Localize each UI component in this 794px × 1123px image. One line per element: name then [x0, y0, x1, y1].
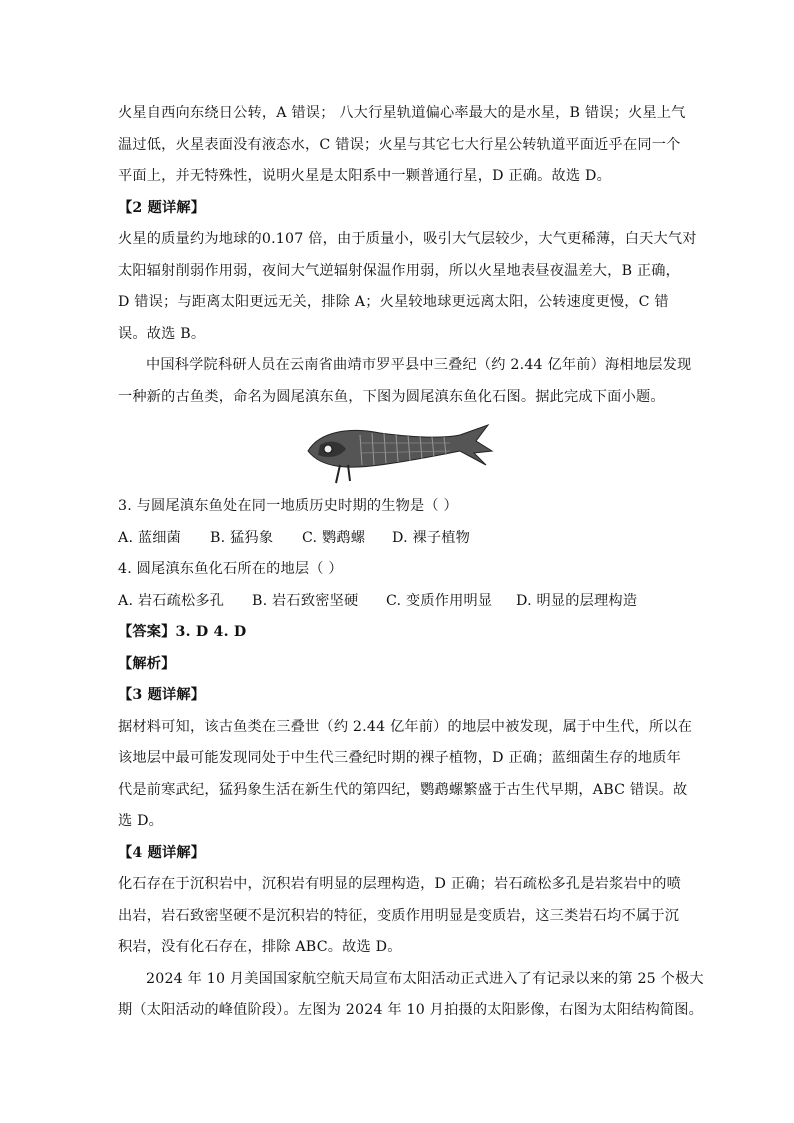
option-a[interactable]: A. 岩石疏松多孔 [118, 592, 225, 609]
paragraph-line: 化石存在于沉积岩中，沉积岩有明显的层理构造，D 正确；岩石疏松多孔是岩浆岩中的喷 [118, 876, 682, 892]
section-heading-q2: 【2 题详解】 [118, 199, 206, 216]
option-d[interactable]: D. 裸子植物 [392, 529, 471, 546]
intro-line: 中国科学院科研人员在云南省曲靖市罗平县中三叠纪（约 2.44 亿年前）海相地层发现 [146, 357, 692, 373]
fish-fossil-figure [118, 413, 678, 491]
option-d[interactable]: D. 明显的层理构造 [516, 592, 638, 609]
intro-line: 2024 年 10 月美国国家航空航天局宣布太阳活动正式进入了有记录以来的第 25 个极大 [146, 970, 704, 987]
question-4-options [118, 586, 678, 618]
paragraph-line: 选 D。 [118, 813, 164, 829]
paragraph-line: D 错误；与距离太阳更远无关，排除 A；火星较地球更远离太阳，公转速度更慢，C 错 [118, 294, 669, 310]
question-4: 4. 圆尾滇东鱼化石所在的地层（ ） [118, 561, 343, 577]
intro-line: 期（太阳活动的峰值阶段）。左图为 2024 年 10 月拍摄的太阳影像，右图为太阳结构简图。 [118, 1002, 704, 1018]
paragraph-line: 火星自西向东绕日公转，A 错误； 八大行星轨道偏心率最大的是水星，B 错误；火星上气 [118, 105, 686, 121]
paragraph-line: 温过低，火星表面没有液态水，C 错误；火星与其它七大行星公转轨道平面近乎在同一个 [118, 136, 681, 153]
section-heading-q3: 【3 题详解】 [118, 687, 206, 703]
answer-line: 【答案】3. D 4. D [118, 624, 247, 640]
paragraph-line: 代是前寒武纪，猛犸象生活在新生代的第四纪，鹦鹉螺繁盛于古生代早期，ABC 错误。故 [118, 781, 688, 798]
fish-fossil-image [300, 421, 496, 487]
paragraph-line: 火星的质量约为地球的0.107 倍，由于质量小，吸引大气层较少，大气更稀薄，白天大气对 [118, 231, 697, 247]
paragraph-line: 出岩，岩石致密坚硬不是沉积岩的特征，变质作用明显是变质岩，这三类岩石均不属于沉 [118, 907, 680, 924]
option-b[interactable]: B. 猛犸象 [210, 529, 274, 546]
paragraph-line: 太阳辐射削弱作用弱，夜间大气逆辐射保温作用弱，所以火星地表昼夜温差大，B 正确， [118, 262, 681, 279]
question-3-options [118, 523, 678, 555]
document-page [118, 98, 704, 1027]
question-3: 3. 与圆尾滇东鱼处在同一地质历史时期的生物是（ ） [118, 498, 458, 514]
paragraph-line: 误。故选 B。 [118, 325, 206, 342]
paragraph-line: 该地层中最可能发现同处于中生代三叠纪时期的裸子植物，D 正确；蓝细菌生存的地质年 [118, 750, 682, 766]
paragraph-line: 平面上，并无特殊性，说明火星是太阳系中一颗普通行星，D 正确。故选 D。 [118, 168, 611, 184]
option-c[interactable]: C. 鹦鹉螺 [302, 529, 366, 546]
option-c[interactable]: C. 变质作用明显 [386, 592, 493, 609]
paragraph-line: 据材料可知，该古鱼类在三叠世（约 2.44 亿年前）的地层中被发现，属于中生代，所以在 [118, 718, 693, 735]
option-a[interactable]: A. 蓝细菌 [118, 529, 182, 546]
option-b[interactable]: B. 岩石致密坚硬 [252, 592, 359, 609]
analysis-heading: 【解析】 [118, 655, 176, 672]
intro-line: 一种新的古鱼类，命名为圆尾滇东鱼，下图为圆尾滇东鱼化石图。据此完成下面小题。 [118, 388, 665, 405]
paragraph-line: 积岩，没有化石存在，排除 ABC。故选 D。 [118, 939, 402, 955]
section-heading-q4: 【4 题详解】 [118, 844, 206, 861]
